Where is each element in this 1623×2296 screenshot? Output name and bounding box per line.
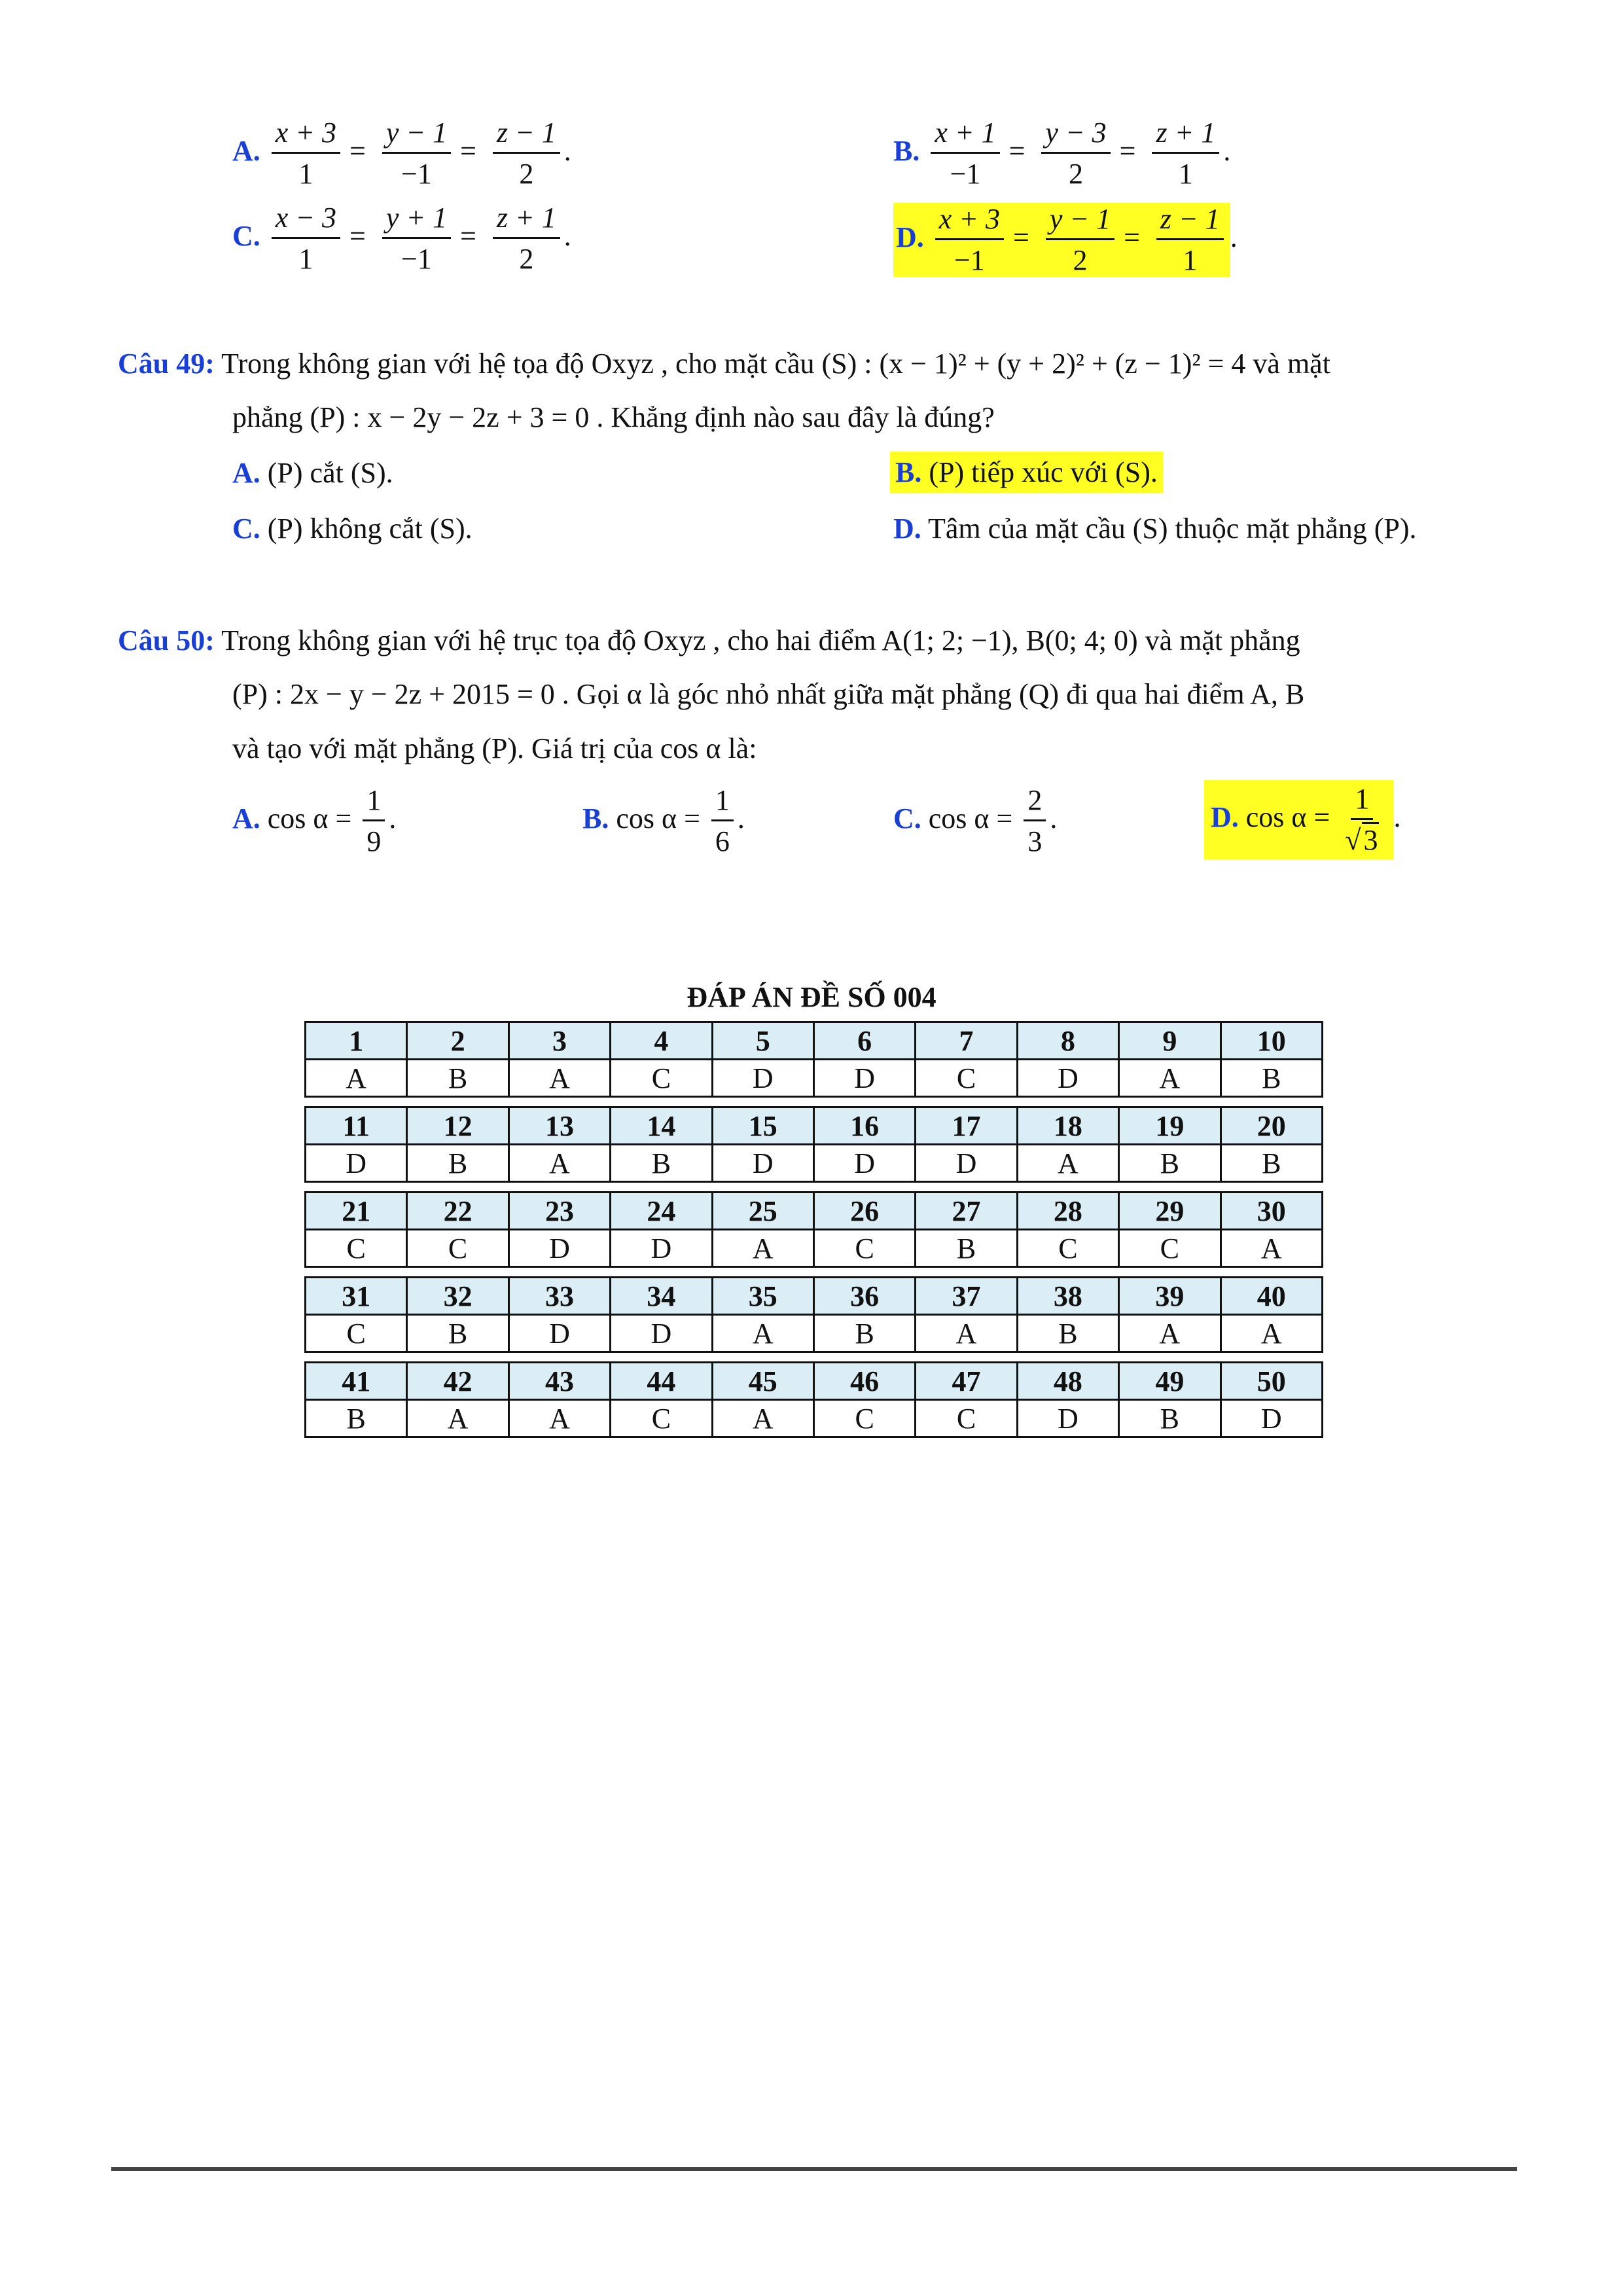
question-number-cell: 7 (916, 1022, 1017, 1060)
question-number-cell: 11 (306, 1107, 407, 1145)
correct-answer-highlight: D. cos α = $\frac{1}{√3}$ (1204, 780, 1393, 859)
answer-cell: D (306, 1145, 407, 1182)
question-number-cell: 23 (508, 1193, 610, 1230)
question-number-cell: 14 (611, 1107, 712, 1145)
answer-cell: D (916, 1145, 1017, 1182)
question-number-cell: 9 (1119, 1022, 1221, 1060)
question-number-cell: 34 (611, 1278, 712, 1315)
answer-cell: A (306, 1060, 407, 1097)
correct-answer-highlight: B. (P) tiếp xúc với (S). (890, 452, 1163, 493)
question-number-cell: 2 (407, 1022, 508, 1060)
answer-cell: A (712, 1230, 813, 1267)
question-number-cell: 5 (712, 1022, 813, 1060)
question-number-cell: 41 (306, 1363, 407, 1400)
footer-rule (111, 2167, 1517, 2171)
answer-cell: D (813, 1145, 915, 1182)
answer-cell: D (712, 1145, 813, 1182)
q49-line1 (118, 347, 1330, 380)
question-number-row (306, 1193, 1323, 1230)
q50-line2 (232, 677, 1304, 711)
question-number-cell: 20 (1221, 1107, 1322, 1145)
option-label: B. (893, 134, 920, 167)
question-number-cell: 19 (1119, 1107, 1221, 1145)
question-label: Câu 49: (118, 348, 215, 380)
answer-cell: A (712, 1315, 813, 1352)
question-number-cell: 16 (813, 1107, 915, 1145)
question-number-cell: 36 (813, 1278, 915, 1315)
answer-cell: A (1221, 1230, 1322, 1267)
question-number-cell: 8 (1017, 1022, 1118, 1060)
question-number-cell: 17 (916, 1107, 1017, 1145)
answer-cell: A (508, 1060, 610, 1097)
question-number-cell: 10 (1221, 1022, 1322, 1060)
question-text: (P) : 2x − y − 2z + 2015 = 0 . Gọi α là góc nhỏ nhất giữa mặt phẳng (Q) đi qua hai điểm A, B (232, 678, 1305, 710)
question-text: phẳng (P) : x − 2y − 2z + 3 = 0 . Khẳng định nào sau đây là đúng? (232, 401, 995, 433)
question-number-row (306, 1022, 1323, 1060)
answer-cell: B (407, 1145, 508, 1182)
answer-cell: D (508, 1315, 610, 1352)
answer-cell: B (1017, 1315, 1118, 1352)
answer-cell: A (508, 1400, 610, 1437)
question-number-cell: 42 (407, 1363, 508, 1400)
answer-cell: A (916, 1315, 1017, 1352)
question-number-cell: 22 (407, 1193, 508, 1230)
question-number-cell: 13 (508, 1107, 610, 1145)
answer-cell: C (1017, 1230, 1118, 1267)
answer-cell: A (1119, 1060, 1221, 1097)
answer-table-block (304, 1106, 1323, 1183)
answer-cell: D (1017, 1060, 1118, 1097)
answer-row (306, 1060, 1323, 1097)
question-number-cell: 30 (1221, 1193, 1322, 1230)
question-number-cell: 37 (916, 1278, 1017, 1315)
answer-cell: B (1119, 1400, 1221, 1437)
question-number-cell: 25 (712, 1193, 813, 1230)
q49-option-a: A. (P) cắt (S). (232, 457, 393, 489)
answer-cell: D (1017, 1400, 1118, 1437)
q50-option-b: B. cos α = $\frac{1}{6}$ . (582, 784, 745, 858)
option-label: A. (232, 134, 260, 167)
question-number-cell: 39 (1119, 1278, 1221, 1315)
answer-row (306, 1230, 1323, 1267)
q48-option-b: B. $\frac{x + 1}{-1}$ = $\frac{y - 3}{2}$ = $\frac{z + 1}{1}$ . (893, 117, 1231, 190)
question-label: Câu 50: (118, 624, 215, 656)
answer-cell: B (407, 1060, 508, 1097)
answer-cell: D (611, 1230, 712, 1267)
answer-key-title: ĐÁP ÁN ĐỀ SỐ 004 (687, 981, 936, 1013)
correct-answer-highlight: D. $\frac{x + 3}{-1}$ = $\frac{y - 1}{2}$ = $\frac{z - 1}{1}$ (893, 203, 1230, 277)
q48-option-a: A. $\frac{x + 3}{1}$ = $\frac{y - 1}{-1}$ = $\frac{z - 1}{2}$ . (232, 117, 571, 190)
answer-cell: B (1221, 1145, 1322, 1182)
q50-line3 (232, 732, 757, 765)
question-number-cell: 38 (1017, 1278, 1118, 1315)
question-text: Trong không gian với hệ trục tọa độ Oxyz , cho hai điểm A(1; 2; −1), B(0; 4; 0) và mặt phẳng (221, 624, 1300, 656)
answer-cell: C (813, 1400, 915, 1437)
option-label: D. (896, 221, 924, 253)
answer-cell: D (1221, 1400, 1322, 1437)
q49-option-b (890, 452, 1163, 493)
question-number-cell: 3 (508, 1022, 610, 1060)
answer-table-block (304, 1021, 1323, 1098)
answer-cell: A (1017, 1145, 1118, 1182)
answer-cell: B (813, 1315, 915, 1352)
answer-cell: C (916, 1400, 1017, 1437)
question-number-cell: 40 (1221, 1278, 1322, 1315)
answer-table-block (304, 1361, 1323, 1438)
q48-option-c: C. $\frac{x - 3}{1}$ = $\frac{y + 1}{-1}$ = $\frac{z + 1}{2}$ . (232, 202, 571, 276)
q49-line2 (232, 401, 995, 434)
question-number-cell: 33 (508, 1278, 610, 1315)
answer-cell: C (611, 1060, 712, 1097)
answer-row (306, 1145, 1323, 1182)
q48-option-d: D. $\frac{x + 3}{-1}$ = $\frac{y - 1}{2}$ = $\frac{z - 1}{1}$ . (893, 203, 1238, 277)
question-number-cell: 12 (407, 1107, 508, 1145)
answer-cell: D (813, 1060, 915, 1097)
question-number-cell: 35 (712, 1278, 813, 1315)
question-number-cell: 6 (813, 1022, 915, 1060)
answer-table-block (304, 1191, 1323, 1268)
question-number-cell: 18 (1017, 1107, 1118, 1145)
q50-option-c: C. cos α = $\frac{2}{3}$ . (893, 784, 1058, 858)
option-label: C. (232, 219, 260, 252)
answer-row (306, 1315, 1323, 1352)
question-number-row (306, 1363, 1323, 1400)
answer-cell: B (916, 1230, 1017, 1267)
question-text: và tạo với mặt phẳng (P). Giá trị của cos α là: (232, 732, 757, 764)
answer-cell: A (712, 1400, 813, 1437)
answer-cell: C (1119, 1230, 1221, 1267)
answer-cell: B (306, 1400, 407, 1437)
q50-option-a: A. cos α = $\frac{1}{9}$ . (232, 784, 397, 858)
question-number-cell: 43 (508, 1363, 610, 1400)
question-number-cell: 24 (611, 1193, 712, 1230)
question-number-cell: 15 (712, 1107, 813, 1145)
answer-cell: D (712, 1060, 813, 1097)
question-number-cell: 45 (712, 1363, 813, 1400)
answer-cell: D (508, 1230, 610, 1267)
answer-cell: C (611, 1400, 712, 1437)
question-number-cell: 4 (611, 1022, 712, 1060)
q50-option-d: D. cos α = $\frac{1}{√3}$ . (1204, 780, 1400, 859)
answer-cell: A (1119, 1315, 1221, 1352)
answer-cell: B (611, 1145, 712, 1182)
answer-cell: A (1221, 1315, 1322, 1352)
question-number-row (306, 1278, 1323, 1315)
answer-cell: B (1119, 1145, 1221, 1182)
question-number-cell: 32 (407, 1278, 508, 1315)
question-number-cell: 1 (306, 1022, 407, 1060)
answer-cell: C (813, 1230, 915, 1267)
question-text: Trong không gian với hệ tọa độ Oxyz , cho mặt cầu (S) : (x − 1)² + (y + 2)² + (z − 1)² = 4 và mặt (221, 348, 1330, 380)
q49-option-d: D. Tâm của mặt cầu (S) thuộc mặt phẳng (P). (893, 512, 1417, 545)
answer-cell: A (407, 1400, 508, 1437)
answer-cell: C (306, 1315, 407, 1352)
question-number-cell: 48 (1017, 1363, 1118, 1400)
question-number-cell: 28 (1017, 1193, 1118, 1230)
question-number-cell: 44 (611, 1363, 712, 1400)
question-number-cell: 31 (306, 1278, 407, 1315)
q49-option-c: C. (P) không cắt (S). (232, 512, 473, 545)
question-number-cell: 47 (916, 1363, 1017, 1400)
answer-cell: C (916, 1060, 1017, 1097)
question-number-cell: 46 (813, 1363, 915, 1400)
question-number-cell: 50 (1221, 1363, 1322, 1400)
answer-cell: B (1221, 1060, 1322, 1097)
question-number-cell: 21 (306, 1193, 407, 1230)
answer-table-block (304, 1276, 1323, 1353)
answer-cell: B (407, 1315, 508, 1352)
q50-line1 (118, 624, 1300, 657)
question-number-cell: 27 (916, 1193, 1017, 1230)
answer-cell: C (407, 1230, 508, 1267)
answer-cell: C (306, 1230, 407, 1267)
answer-row (306, 1400, 1323, 1437)
answer-cell: D (611, 1315, 712, 1352)
answer-cell: A (508, 1145, 610, 1182)
question-number-cell: 26 (813, 1193, 915, 1230)
question-number-cell: 29 (1119, 1193, 1221, 1230)
question-number-cell: 49 (1119, 1363, 1221, 1400)
question-number-row (306, 1107, 1323, 1145)
